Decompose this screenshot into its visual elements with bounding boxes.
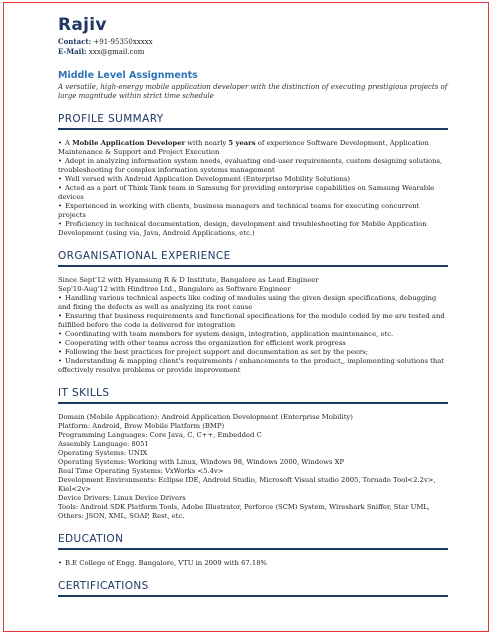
contact-line [58, 37, 448, 47]
profile-summary-list [58, 139, 448, 238]
list-item: • Ensuring that business requirements and functional specifications for the module coded by me are tested and fulfilled before the code is delivered for integration [58, 312, 448, 330]
skill-line: Programming Languages: Core Java, C, C++, Embedded C [58, 431, 262, 439]
skill-line: Real Time Operating Systems: VxWorks <5.4v> [58, 467, 224, 475]
text-fragment: A [65, 139, 73, 147]
email-value[interactable]: xxx@gmail.com [88, 48, 145, 56]
email-line [58, 47, 448, 57]
candidate-name: Rajiv [58, 15, 107, 35]
certifications-section [58, 580, 448, 597]
skill-line: Operating Systems: Working with Linux, Windows 98, Windows 2000, Windows XP [58, 458, 345, 466]
section-heading: PROFILE SUMMARY [58, 113, 448, 130]
skill-line: Device Drivers: Linux Device Drivers [58, 494, 186, 502]
employment-line: Sep'10-Aug'12 with Hindtree Ltd., Bangalore as Software Engineer [58, 285, 291, 293]
it-skills-list [58, 413, 448, 521]
contact-info [58, 37, 448, 57]
resume-page [3, 2, 489, 632]
list-item: • Understanding & mapping client's requirements / enhancements to the product,, implementing solutions that effectively resolve problems or provide improvement [58, 357, 448, 375]
list-item: • Well versed with Android Application Development (Enterprise Mobility Solutions) [58, 175, 448, 184]
experience-section [58, 250, 448, 375]
it-skills-section [58, 387, 448, 521]
skill-line: Assembly Language: 8051 [58, 440, 149, 448]
list-item: • B.E College of Engg. Bangalore, VTU in 2009 with 67.18% [58, 559, 448, 568]
email-label: E-Mail: [58, 47, 87, 56]
section-heading: EDUCATION [58, 533, 448, 550]
skill-line: Operating Systems: UNIX [58, 449, 148, 457]
resume-content [58, 15, 448, 597]
skill-line: Platform: Android, Brew Mobile Platform (BMP) [58, 422, 225, 430]
contact-phone: +91-95350xxxxx [93, 38, 153, 46]
experience-list [58, 276, 448, 375]
highlight-years: 5 years [228, 139, 256, 147]
section-heading: CERTIFICATIONS [58, 580, 448, 597]
skill-line: Tools: Android SDK Platform Tools, Adobe Illustrator, Perforce (SCM) System, Wireshark Sniffer, Star UML, Others: JSON, XML, SOAP, Rest, etc. [58, 503, 430, 520]
career-level-title: Middle Level Assignments [58, 70, 198, 81]
highlight-role: Mobile Application Developer [72, 139, 186, 147]
profile-summary-section [58, 113, 448, 238]
section-heading: IT SKILLS [58, 387, 448, 404]
career-level-summary: A versatile, high-energy mobile application developer with the distinction of executing prestigious projects of large magnitude within strict time schedule [58, 83, 448, 100]
education-list [58, 559, 448, 568]
text-fragment: of experience Software Development, Application Maintenance & Support and Project Execution [58, 139, 429, 156]
contact-label: Contact: [58, 37, 92, 46]
list-item [58, 139, 448, 157]
list-item: • Acted as a part of Think Tank team in Samsung for providing enterprise capabilities on Samsung Wearable devices [58, 184, 448, 202]
list-item: • Cooperating with other teams across the organization for efficient work progress [58, 339, 448, 348]
list-item: • Proficiency in technical documentation, design, development and troubleshooting for Mobile Application Development (using via, Java, Android Applications, etc.) [58, 220, 448, 238]
text-fragment: with nearly [185, 139, 229, 147]
list-item: • Experienced in working with clients, business managers and technical teams for executing concurrent projects [58, 202, 448, 220]
education-section [58, 533, 448, 568]
employment-line: Since Sept'12 with Hyamsung R & D Institute, Bangalore as Lead Engineer [58, 276, 319, 284]
list-item: • Coordinating with team members for system design, integration, application maintenance, etc. [58, 330, 448, 339]
list-item: • Following the best practices for project support and documentation as set by the peers; [58, 348, 448, 357]
section-heading: ORGANISATIONAL EXPERIENCE [58, 250, 448, 267]
list-item: • Handling various technical aspects like coding of modules using the given design specifications, debugging and fixing the defects as well as analyzing its root cause [58, 294, 448, 312]
skill-line: Development Environments: Eclipse IDE, Android Studio, Microsoft Visual studio 2005, Tornado Tool<2.2v>, Kiel<2v> [58, 476, 436, 493]
list-item: • Adept in analyzing information system needs, evaluating end-user requirements, custom designing solutions, troubleshooting for complex information systems management [58, 157, 448, 175]
skill-line: Domain (Mobile Application): Android Application Development (Enterprise Mobility) [58, 413, 353, 421]
